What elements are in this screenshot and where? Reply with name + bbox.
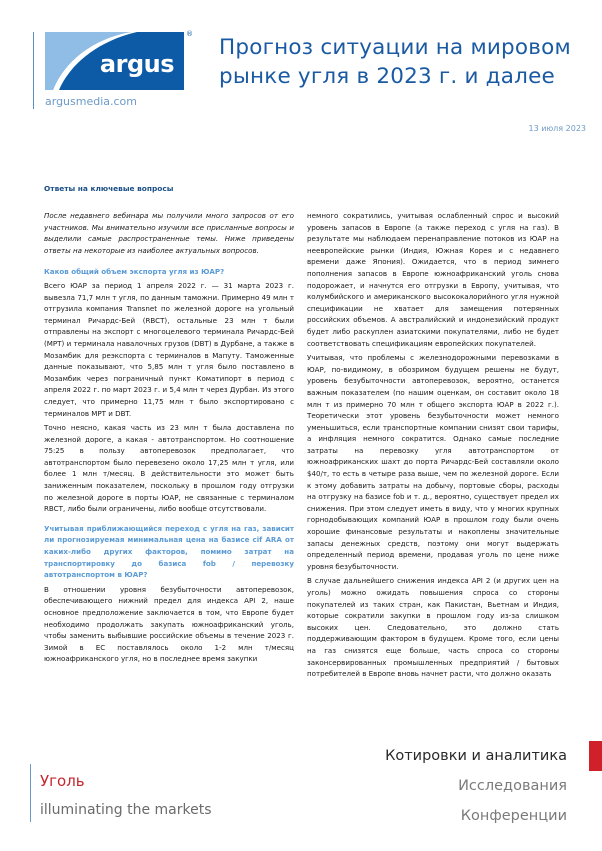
logo-divider-rule — [33, 32, 34, 109]
document-title: Прогноз ситуации на мировом рынке угля в 2023 г. и далее — [219, 35, 571, 89]
publication-date: 13 июля 2023 — [528, 124, 586, 133]
registered-mark: ® — [186, 30, 193, 38]
intro-paragraph: После недавнего вебинара мы получили много запросов от его участников. Мы внимательно изучили все присланные вопросы и выделили самые распространенные темы. Ниже приведены ответы на некоторые из наиболее актуальных вопросов. — [44, 211, 294, 255]
answer-paragraph: немного сократились, учитывая ослабленный спрос и высокий уровень запасов в Европе (а также переход с угля на газ). В результате мы наблюдаем перенаправление потоков из ЮАР на неевропейские рынки (Индия, Южная Корея и с недавнего времени даже Япония). Ожидается, что в период зимнего пополнения запасов в Европе южноафриканский уголь снова подорожает, и начнутся его отгрузки в Европу, учитывая, что колумбийского и американского высококалорийного угля нужной спецификации не хватает для замещения потерянных российских объемов. А австралийский и индонезийский продукт будет либо раскуплен азиатскими покупателями, либо не будет соответствовать спецификациям европейских покупателей. — [307, 211, 559, 348]
footer-nav-item-prices-analytics[interactable]: Котировки и аналитика — [385, 748, 567, 764]
right-column — [307, 210, 559, 683]
footer-nav-item-conferences[interactable]: Конференции — [460, 808, 567, 824]
answer-paragraph: В отношении уровня безубыточности автоперевозок, обеспечивающего нижний предел для индекса API 2, наше основное предположение заключается в том, что Европе будет необходимо продолжать закупать южноафриканский уголь, чтобы заменить выбывшие российские объемы в течение 2023 г. Зимой в ЕС поставлялось около 1-2 млн т/месяц южноафриканского угля, но в последнее время закупки — [44, 584, 294, 664]
answer-paragraph: Точно неясно, какая часть из 23 млн т была доставлена по железной дороге, а какая - автотранспортом. Но соотношение 75:25 в пользу автоперевозок предполагает, что автотранспортом было перевезено около 17,25 млн т угля, или более 1 млн т/месяц. В действительности это может быть заниженным показателем, поскольку в прошлом году отгрузки по железной дороге в порты ЮАР, не связанные с терминалом RBCT, либо были ограничены, либо вообще отсутствовали. — [44, 423, 294, 514]
answer-paragraph: Учитывая, что проблемы с железнодорожными перевозками в ЮАР, по-видимому, в обозримом будущем решены не будут, уровень безубыточности автоперевозок, вероятно, останется важным показателем (по нашим оценкам, он составит около 18 млн т из примерно 70 млн т общего экспорта ЮАР в 2022 г.). Теоретически этот уровень безубыточности может немного уменьшиться, если транспортные компании снизят свои тарифы, а инфляция немного сократится. Однако самые последние затраты на перевозку угля автотранспортом от южноафриканских шахт до порта Ричардс-Бей составляли около $40/т, то есть в четыре раза выше, чем по железной дороге. Если к этому добавить затраты на добычу, портовые сборы, расходы на отгрузку на базисе fob и т. д., вероятно, существует предел их снижения. При этом следует иметь в виду, что у многих крупных горнодобывающих компаний ЮАР в прошлом году были очень хорошие финансовые результаты и накоплены значительные запасы денежных средств, поэтому они могут выдержать определенный период времени, продавая уголь по цене ниже уровня безубыточности. — [307, 353, 559, 571]
logo-wordmark: argus — [99, 50, 174, 78]
footer-divider-rule — [30, 764, 31, 822]
argus-logo[interactable] — [45, 32, 184, 90]
answer-paragraph: В случае дальнейшего снижения индекса API 2 (и других цен на уголь) можно ожидать повышения спроса со стороны покупателей из таких стран, как Пакистан, Вьетнам и Индия, которые сократили закупки в прошлом году из-за слишком высоких цен. Следовательно, это должно стать поддерживающим фактором в будущем. Кроме того, если цены на газ снизятся еще больше, часть спроса со стороны законсервированных промышленных предприятий / бытовых потребителей в Европе вновь начнет расти, что должно оказать — [307, 576, 559, 679]
left-column — [44, 210, 294, 668]
question-heading: Учитывая приближающийся переход с угля на газ, зависит ли прогнозируемая минимальная цена на базисе cif ARA от каких-либо других факторов, помимо затрат на транспортировку до базиса fob / перевозку автотранспортом в ЮАР? — [44, 523, 294, 580]
commodity-label: Уголь — [40, 772, 85, 790]
question-heading: Каков общий объем экспорта угля из ЮАР? — [44, 267, 225, 277]
answer-paragraph: Всего ЮАР за период 1 апреля 2022 г. — 31 марта 2023 г. вывезла 71,7 млн т угля, по данным таможни. Примерно 49 млн т отгрузила компания Transnet по железной дороге на угольный терминал Ричардс-Бей (RBCT), остальные 23 млн т были отправлены на экспорт с многоцелевого терминала Ричардс-Бей (MPT) и терминала навалочных грузов (DBT) в Дурбане, а также в Мозамбик для реэкспорта с терминалов в Мапуту. Таможенные данные показывают, что 5,85 млн т угля было поставлено в Мозамбик через пограничный пункт Коматипорт в период с апреля 2022 г. по март 2023 г. и 5,4 млн т через Дурбан. Из этого следует, что примерно 11,75 млн т было экспортировано с терминалов MPT и DBT. — [44, 280, 294, 418]
section-title: Ответы на ключевые вопросы — [44, 184, 174, 193]
active-indicator-bar — [589, 741, 602, 771]
website-link[interactable]: argusmedia.com — [45, 95, 138, 108]
footer-nav-item-research[interactable]: Исследования — [458, 778, 567, 794]
tagline: illuminating the markets — [40, 802, 212, 818]
footer-nav — [385, 741, 567, 831]
